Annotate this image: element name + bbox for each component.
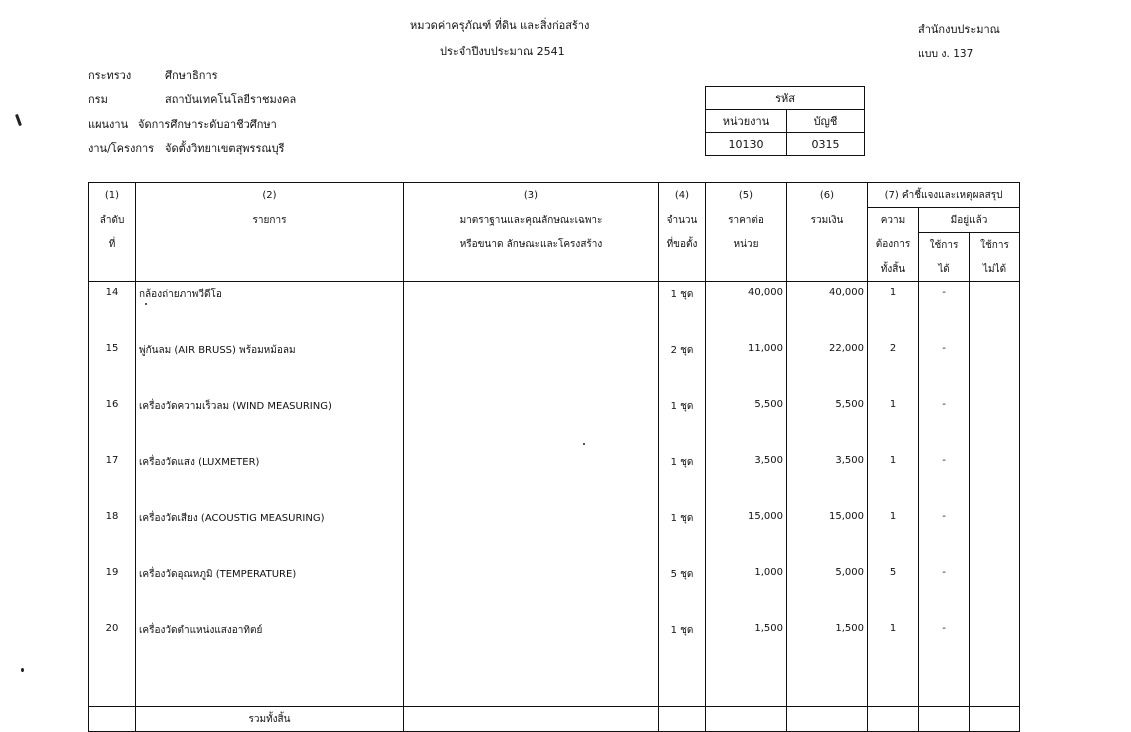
fiscal-year: ประจำปีงบประมาณ 2541 (440, 45, 565, 58)
row-item: เครื่องวัดแสง (LUXMETER) (136, 450, 404, 506)
row-qty: 1 ชุด (659, 450, 706, 506)
row-total: 1,500 (787, 618, 868, 674)
row-price: 5,500 (706, 394, 787, 450)
total-row (89, 707, 1020, 732)
row-number: 14 (89, 282, 136, 339)
row-qty: 1 ชุด (659, 506, 706, 562)
department-label: กรม (88, 93, 108, 106)
col-4-label-a: จำนวน (659, 208, 706, 233)
row-total: 40,000 (787, 282, 868, 339)
row-need: 5 (868, 562, 919, 618)
row-item: เครื่องวัดเสียง (ACOUSTIG MEASURING) (136, 506, 404, 562)
row-item: เครื่องวัดตำแหน่งแสงอาทิตย์ (136, 618, 404, 674)
col-1-number: (1) (89, 183, 136, 208)
col-1-label-b: ที่ (89, 233, 136, 258)
unit-value: 10130 (706, 133, 787, 156)
col-7-usable-a: ใช้การ (919, 233, 970, 258)
row-need: 1 (868, 506, 919, 562)
code-box (705, 86, 865, 156)
row-need: 2 (868, 338, 919, 394)
row-need: 1 (868, 282, 919, 339)
col-5-number: (5) (706, 183, 787, 208)
table-row (89, 282, 1020, 339)
col-7-unusable-a: ใช้การ (970, 233, 1020, 258)
ministry-value: ศึกษาธิการ (165, 69, 218, 82)
row-usable: - (919, 562, 970, 618)
row-usable: - (919, 506, 970, 562)
row-total: 5,500 (787, 394, 868, 450)
row-item: กล้องถ่ายภาพวีดีโอ (136, 282, 404, 339)
row-number: 16 (89, 394, 136, 450)
table-row (89, 618, 1020, 674)
table-row (89, 562, 1020, 618)
scan-mark (145, 303, 147, 305)
row-price: 11,000 (706, 338, 787, 394)
unit-label: หน่วยงาน (706, 110, 787, 133)
ministry-label: กระทรวง (88, 69, 132, 82)
row-number: 19 (89, 562, 136, 618)
row-qty: 1 ชุด (659, 618, 706, 674)
document-title: หมวดค่าครุภัณฑ์ ที่ดิน และสิ่งก่อสร้าง (410, 19, 590, 32)
table-row (89, 394, 1020, 450)
project-value: จัดตั้งวิทยาเขตสุพรรณบุรี (165, 142, 285, 155)
row-usable: - (919, 394, 970, 450)
row-price: 15,000 (706, 506, 787, 562)
row-number: 15 (89, 338, 136, 394)
department-value: สถาบันเทคโนโลยีราชมงคล (165, 93, 297, 106)
row-qty: 5 ชุด (659, 562, 706, 618)
row-need: 1 (868, 450, 919, 506)
row-number: 20 (89, 618, 136, 674)
col-2-label: รายการ (136, 208, 404, 233)
row-total: 15,000 (787, 506, 868, 562)
row-qty: 1 ชุด (659, 282, 706, 339)
col-2-number: (2) (136, 183, 404, 208)
col-7-need-c: ทั้งสิ้น (868, 257, 919, 282)
row-price: 1,500 (706, 618, 787, 674)
scan-mark (21, 668, 24, 672)
row-item: พู่กันลม (AIR BRUSS) พร้อมหม้อลม (136, 338, 404, 394)
scan-mark (15, 114, 22, 126)
bureau-name: สำนักงบประมาณ (918, 23, 1000, 36)
row-item: เครื่องวัดความเร็วลม (WIND MEASURING) (136, 394, 404, 450)
table-row (89, 338, 1020, 394)
row-usable: - (919, 618, 970, 674)
row-price: 3,500 (706, 450, 787, 506)
scan-mark (583, 443, 585, 445)
col-7-unusable-b: ไม่ได้ (970, 257, 1020, 282)
col-7-have: มีอยู่แล้ว (919, 208, 1020, 233)
row-qty: 2 ชุด (659, 338, 706, 394)
row-need: 1 (868, 394, 919, 450)
col-5-label-b: หน่วย (706, 233, 787, 258)
col-5-label-a: ราคาต่อ (706, 208, 787, 233)
table-row (89, 506, 1020, 562)
table-row (89, 450, 1020, 506)
total-label: รวมทั้งสิ้น (136, 707, 404, 732)
row-number: 18 (89, 506, 136, 562)
col-4-label-b: ที่ขอตั้ง (659, 233, 706, 258)
plan-label: แผนงาน (88, 118, 129, 131)
row-usable: - (919, 282, 970, 339)
col-1-label-a: ลำดับ (89, 208, 136, 233)
row-need: 1 (868, 618, 919, 674)
col-6-label: รวมเงิน (787, 208, 868, 233)
col-7-need-b: ต้องการ (868, 233, 919, 258)
account-value: 0315 (787, 133, 865, 156)
row-number: 17 (89, 450, 136, 506)
row-total: 3,500 (787, 450, 868, 506)
col-3-label-b: หรือขนาด ลักษณะและโครงสร้าง (404, 233, 659, 258)
form-number: แบบ ง. 137 (918, 48, 974, 60)
row-price: 40,000 (706, 282, 787, 339)
row-usable: - (919, 450, 970, 506)
col-7-need-a: ความ (868, 208, 919, 233)
col-4-number: (4) (659, 183, 706, 208)
row-qty: 1 ชุด (659, 394, 706, 450)
row-item: เครื่องวัดอุณหภูมิ (TEMPERATURE) (136, 562, 404, 618)
equipment-table (88, 182, 1020, 732)
col-3-label-a: มาตราฐานและคุณลักษณะเฉพาะ (404, 208, 659, 233)
col-6-number: (6) (787, 183, 868, 208)
code-title: รหัส (706, 87, 865, 110)
row-usable: - (919, 338, 970, 394)
col-7-header: (7) คำชี้แจงและเหตุผลสรุป (868, 183, 1020, 208)
col-3-number: (3) (404, 183, 659, 208)
row-total: 5,000 (787, 562, 868, 618)
plan-value: จัดการศึกษาระดับอาชีวศึกษา (138, 118, 277, 131)
row-total: 22,000 (787, 338, 868, 394)
account-label: บัญชี (787, 110, 865, 133)
row-price: 1,000 (706, 562, 787, 618)
project-label: งาน/โครงการ (88, 142, 155, 155)
col-7-usable-b: ได้ (919, 257, 970, 282)
